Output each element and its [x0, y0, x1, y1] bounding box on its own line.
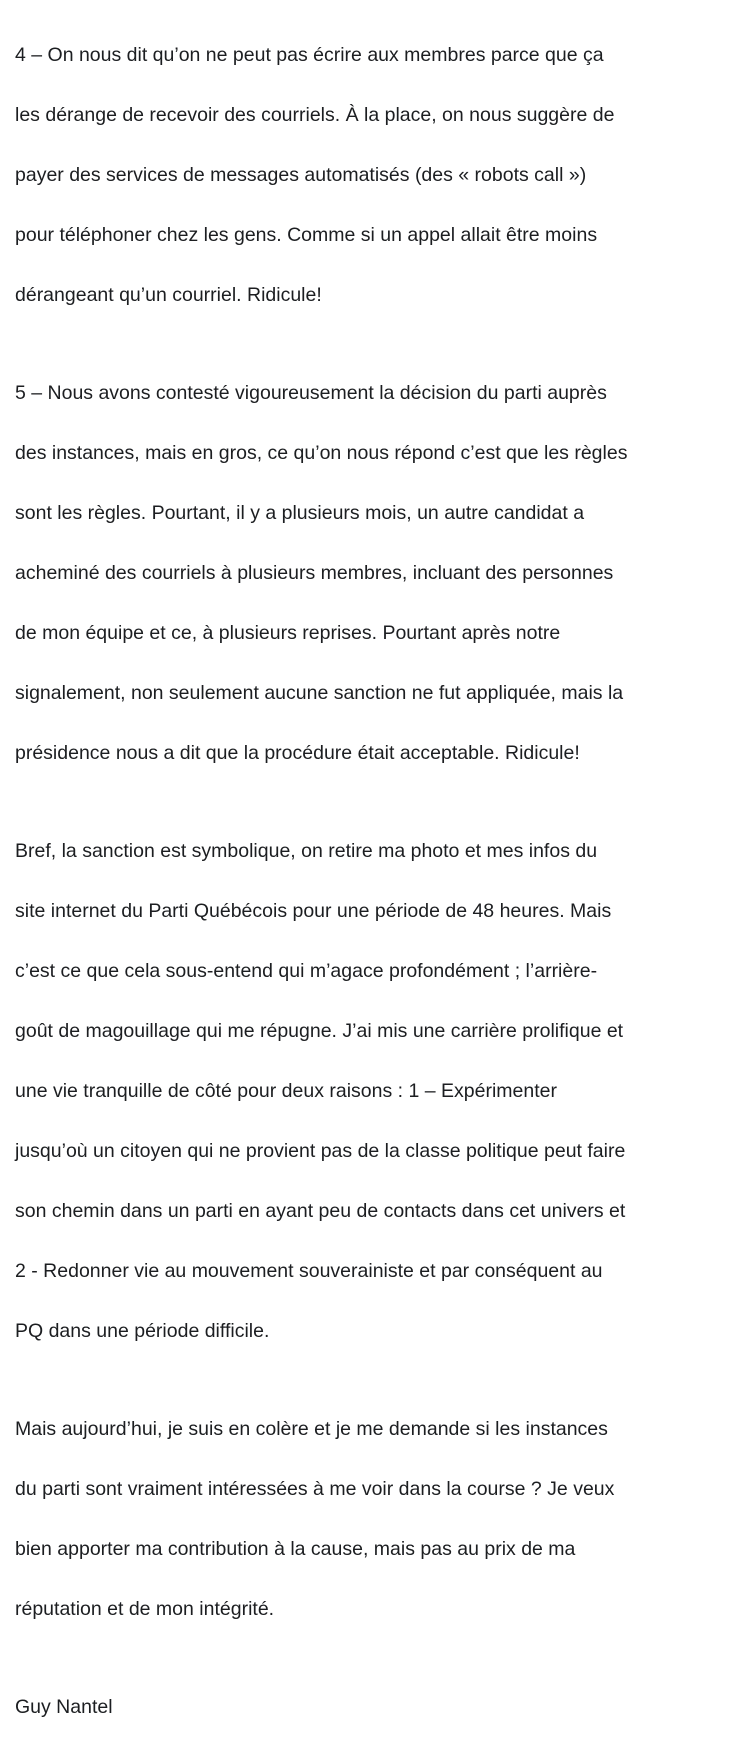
text-line: son chemin dans un parti en ayant peu de contacts dans cet univers et	[15, 1200, 626, 1222]
text-line: des instances, mais en gros, ce qu’on nous répond c’est que les règles	[15, 442, 628, 464]
text-line: présidence nous a dit que la procédure était acceptable. Ridicule!	[15, 742, 580, 764]
text-line: signalement, non seulement aucune sanction ne fut appliquée, mais la	[15, 682, 624, 704]
signature	[15, 1662, 743, 1752]
text-line: bien apporter ma contribution à la cause, mais pas au prix de ma	[15, 1538, 576, 1560]
text-line: jusqu’où un citoyen qui ne provient pas de la classe politique peut faire	[15, 1140, 626, 1162]
paragraph-point-5	[15, 348, 743, 798]
signature-name: Guy Nantel	[15, 1696, 113, 1718]
text-line: de mon équipe et ce, à plusieurs reprises. Pourtant après notre	[15, 622, 561, 644]
text-line: c’est ce que cela sous-entend qui m’agace profondément ; l’arrière-	[15, 960, 598, 982]
text-line: réputation et de mon intégrité.	[15, 1598, 275, 1620]
text-line: PQ dans une période difficile.	[15, 1320, 270, 1342]
text-line: 5 – Nous avons contesté vigoureusement la décision du parti auprès	[15, 382, 607, 404]
text-line: sont les règles. Pourtant, il y a plusieurs mois, un autre candidat a	[15, 502, 585, 524]
text-line: Mais aujourd’hui, je suis en colère et je me demande si les instances	[15, 1418, 608, 1440]
text-line: du parti sont vraiment intéressées à me voir dans la course ? Je veux	[15, 1478, 615, 1500]
text-line: pour téléphoner chez les gens. Comme si un appel allait être moins	[15, 224, 598, 246]
paragraph-point-4	[15, 10, 743, 340]
text-line: Bref, la sanction est symbolique, on retire ma photo et mes infos du	[15, 840, 598, 862]
text-line: 4 – On nous dit qu’on ne peut pas écrire aux membres parce que ça	[15, 44, 604, 66]
text-line: goût de magouillage qui me répugne. J’ai mis une carrière prolifique et	[15, 1020, 624, 1042]
text-line: les dérange de recevoir des courriels. À la place, on nous suggère de	[15, 104, 615, 126]
text-line: dérangeant qu’un courriel. Ridicule!	[15, 284, 322, 306]
text-line: acheminé des courriels à plusieurs membres, incluant des personnes	[15, 562, 614, 584]
paragraph-bref	[15, 806, 743, 1376]
text-line: site internet du Parti Québécois pour une période de 48 heures. Mais	[15, 900, 612, 922]
text-line: une vie tranquille de côté pour deux raisons : 1 – Expérimenter	[15, 1080, 557, 1102]
text-line: payer des services de messages automatisés (des « robots call »)	[15, 164, 587, 186]
paragraph-conclusion	[15, 1384, 743, 1654]
text-line: 2 - Redonner vie au mouvement souverainiste et par conséquent au	[15, 1260, 603, 1282]
post-body	[15, 10, 743, 1752]
